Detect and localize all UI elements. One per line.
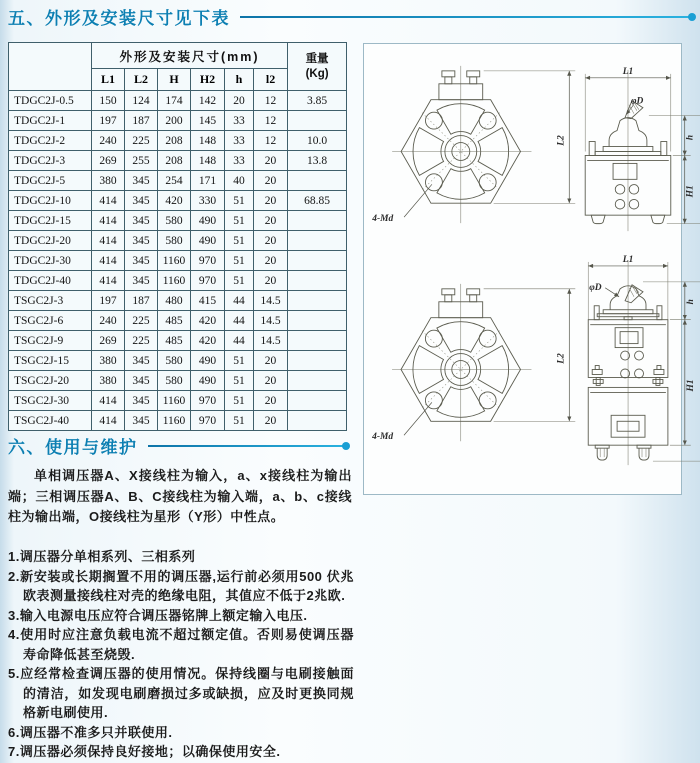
dim-cell: 20 [254,191,288,211]
table-row [9,351,347,371]
dim-cell: 490 [191,211,225,231]
dim-cell: 414 [92,411,125,431]
dim-cell: 269 [92,331,125,351]
section6-heading [8,433,348,458]
model-cell: TSGC2J-6 [9,311,92,331]
model-cell: TDGC2J-1 [9,111,92,131]
dim-cell: 254 [158,171,191,191]
dim-label-L2: L2 [556,353,567,364]
dim-cell: 580 [158,211,191,231]
dim-cell: 124 [125,91,158,111]
dim-cell: 33 [225,151,254,171]
col-header-h: h [225,69,254,91]
dim-label-L2: L2 [556,135,567,146]
weight-cell [288,331,347,351]
dim-cell: 420 [191,331,225,351]
dim-cell: 14.5 [254,331,288,351]
dim-cell: 208 [158,151,191,171]
dim-cell: 345 [125,351,158,371]
usage-list-item: 5.应经常检查调压器的使用情况。保持线圈与电刷接触面的清洁，如发现电刷磨损过多或缺损，应及时更换同规格新电刷使用. [8,666,354,720]
model-cell: TDGC2J-5 [9,171,92,191]
dim-cell: 480 [158,291,191,311]
col-header-H2: H2 [191,69,225,91]
side-view-single [585,67,700,231]
dim-cell: 14.5 [254,311,288,331]
dim-cell: 20 [254,271,288,291]
section5-heading [8,4,694,29]
table-row [9,211,347,231]
dim-cell: 1160 [158,251,191,271]
dim-cell: 970 [191,411,225,431]
dim-cell: 174 [158,91,191,111]
weight-cell [288,111,347,131]
dim-label-L1: L1 [622,66,634,77]
table-row [9,411,347,431]
usage-list-item: 6.调压器不准多只并联使用. [8,724,173,740]
usage-list-item: 4.使用时应注意负载电流不超过额定值。否则易使调压器寿命降低甚至烧毁. [8,627,354,662]
weight-cell [288,311,347,331]
model-cell: TDGC2J-30 [9,251,92,271]
table-header [9,43,347,91]
usage-list-item: 3.输入电源电压应符合调压器铭牌上额定输入电压. [8,607,308,623]
dim-cell: 255 [125,151,158,171]
dim-cell: 51 [225,371,254,391]
dim-cell: 197 [92,291,125,311]
dim-label-H1: H1 [685,379,696,392]
weight-cell [288,171,347,191]
dim-cell: 12 [254,131,288,151]
dim-cell: 414 [92,211,125,231]
dim-cell: 414 [92,231,125,251]
dim-cell: 51 [225,271,254,291]
col-header-L2: L2 [125,69,158,91]
table-row [9,371,347,391]
dim-cell: 380 [92,171,125,191]
dim-cell: 20 [254,171,288,191]
dim-cell: 40 [225,171,254,191]
dim-cell: 240 [92,311,125,331]
corner-header-cell [9,43,92,91]
table-row [9,271,347,291]
table-row [9,171,347,191]
weight-cell: 68.85 [288,191,347,211]
model-cell: TDGC2J-3 [9,151,92,171]
dim-label-h: h [685,299,696,305]
model-cell: TSGC2J-9 [9,331,92,351]
dim-cell: 490 [191,231,225,251]
drawing-three-phase [364,248,696,487]
model-cell: TSGC2J-3 [9,291,92,311]
dim-cell: 345 [125,251,158,271]
dim-cell: 269 [92,151,125,171]
col-header-l2: l2 [254,69,288,91]
dim-cell: 970 [191,391,225,411]
dim-cell: 485 [158,311,191,331]
table-row [9,111,347,131]
dim-label-phiD: φD [589,282,602,293]
dim-cell: 20 [254,211,288,231]
usage-list [8,547,354,762]
dim-cell: 415 [191,291,225,311]
model-cell: TDGC2J-10 [9,191,92,211]
dim-cell: 970 [191,271,225,291]
model-cell: TDGC2J-20 [9,231,92,251]
model-cell: TSGC2J-15 [9,351,92,371]
dim-cell: 345 [125,211,158,231]
col-header-H: H [158,69,191,91]
dim-cell: 200 [158,111,191,131]
dim-cell: 420 [191,311,225,331]
model-cell: TSGC2J-40 [9,411,92,431]
dim-cell: 51 [225,191,254,211]
dim-cell: 1160 [158,271,191,291]
dim-cell: 20 [254,151,288,171]
dim-cell: 51 [225,231,254,251]
dim-cell: 225 [125,331,158,351]
dim-cell: 414 [92,251,125,271]
table-row [9,231,347,251]
dim-label-phiD: φD [630,96,644,107]
dim-cell: 12 [254,111,288,131]
dim-cell: 51 [225,391,254,411]
dimensions-table [8,42,347,431]
dim-cell: 345 [125,371,158,391]
table-row [9,331,347,351]
dim-cell: 197 [92,111,125,131]
dim-cell: 44 [225,291,254,311]
weight-cell [288,291,347,311]
table-row [9,151,347,171]
model-cell: TDGC2J-2 [9,131,92,151]
dim-cell: 12 [254,91,288,111]
dim-cell: 150 [92,91,125,111]
dim-cell: 145 [191,111,225,131]
col-header-L1: L1 [92,69,125,91]
weight-cell [288,231,347,251]
dimensions-table-body [9,91,347,431]
group-header-cell: 外形及安装尺寸(mm) [92,43,288,69]
dim-cell: 330 [191,191,225,211]
usage-list-item: 1.调压器分单相系列、三相系列 [8,549,196,564]
dim-cell: 51 [225,351,254,371]
weight-cell [288,411,347,431]
dim-cell: 414 [92,191,125,211]
dim-cell: 485 [158,331,191,351]
dim-cell: 490 [191,351,225,371]
usage-list-item: 7.调压器必须保持良好接地；以确保使用安全. [8,744,281,759]
dim-cell: 345 [125,411,158,431]
section6-title: 六、使用与维护 [8,438,138,457]
rule-end-dot [688,13,696,21]
weight-cell [288,251,347,271]
dim-cell: 225 [125,131,158,151]
usage-list-item: 2.新安装或长期搁置不用的调压器,运行前必须用500 伏兆欧表测量接线柱对壳的绝缘电阻，其值应不低于2兆欧. [8,568,354,603]
dim-cell: 580 [158,371,191,391]
dim-label-L1: L1 [622,254,634,265]
table-row [9,91,347,111]
dim-cell: 20 [254,231,288,251]
dim-cell: 44 [225,331,254,351]
dim-cell: 148 [191,151,225,171]
dim-cell: 33 [225,131,254,151]
dim-cell: 225 [125,311,158,331]
dim-cell: 345 [125,231,158,251]
dim-cell: 20 [254,371,288,391]
usage-intro-paragraph: 单相调压器A、X接线柱为输入，a、x接线柱为输出端；三相调压器A、B、C接线柱为输入端，a、b、c接线柱为输出端，O接线柱为星形（Y形）中性点。 [8,468,352,524]
dim-cell: 580 [158,351,191,371]
dim-cell: 171 [191,171,225,191]
section5-rule [240,16,694,18]
weight-cell [288,271,347,291]
model-cell: TDGC2J-40 [9,271,92,291]
table-row [9,131,347,151]
dim-cell: 187 [125,111,158,131]
table-row [9,191,347,211]
table-row [9,251,347,271]
dim-cell: 414 [92,391,125,411]
dim-cell: 33 [225,111,254,131]
dim-cell: 1160 [158,411,191,431]
dim-cell: 380 [92,371,125,391]
model-cell: TDGC2J-15 [9,211,92,231]
dim-label-h: h [685,134,696,141]
table-row [9,311,347,331]
dim-cell: 51 [225,211,254,231]
dim-cell: 14.5 [254,291,288,311]
weight-cell: 10.0 [288,131,347,151]
dim-cell: 208 [158,131,191,151]
dim-label-H1: H1 [685,185,696,198]
model-cell: TSGC2J-20 [9,371,92,391]
weight-cell [288,391,347,411]
table-row [9,391,347,411]
dim-cell: 240 [92,131,125,151]
dim-cell: 20 [254,351,288,371]
mount-hole-label: 4-Md [372,214,394,225]
drawing-single-phase [364,44,696,248]
drawings-panel [363,43,696,495]
dim-cell: 20 [254,411,288,431]
dim-cell: 380 [92,351,125,371]
dim-cell: 20 [254,251,288,271]
dim-cell: 345 [125,191,158,211]
dim-cell: 1160 [158,391,191,411]
dim-cell: 187 [125,291,158,311]
mount-hole-label: 4-Md [372,432,394,443]
dim-cell: 142 [191,91,225,111]
weight-cell: 3.85 [288,91,347,111]
weight-header-line2: (Kg) [305,67,329,80]
dim-cell: 345 [125,271,158,291]
section5-title: 五、外形及安装尺寸见下表 [8,9,230,28]
weight-header-cell [288,43,347,91]
dim-cell: 51 [225,411,254,431]
weight-cell [288,371,347,391]
dim-cell: 345 [125,171,158,191]
weight-cell [288,211,347,231]
side-view-three-phase [588,255,700,465]
dim-cell: 420 [158,191,191,211]
section6-rule [148,445,349,447]
dim-cell: 44 [225,311,254,331]
dim-cell: 20 [225,91,254,111]
dim-cell: 580 [158,231,191,251]
dim-cell: 148 [191,131,225,151]
table-row [9,291,347,311]
weight-cell: 13.8 [288,151,347,171]
rule-end-dot [342,442,350,450]
dim-cell: 20 [254,391,288,411]
dim-cell: 490 [191,371,225,391]
model-cell: TSGC2J-30 [9,391,92,411]
dim-cell: 51 [225,251,254,271]
dim-cell: 345 [125,391,158,411]
dim-cell: 414 [92,271,125,291]
model-cell: TDGC2J-0.5 [9,91,92,111]
weight-header-line1: 重量 [305,53,329,66]
weight-cell [288,351,347,371]
dim-cell: 970 [191,251,225,271]
